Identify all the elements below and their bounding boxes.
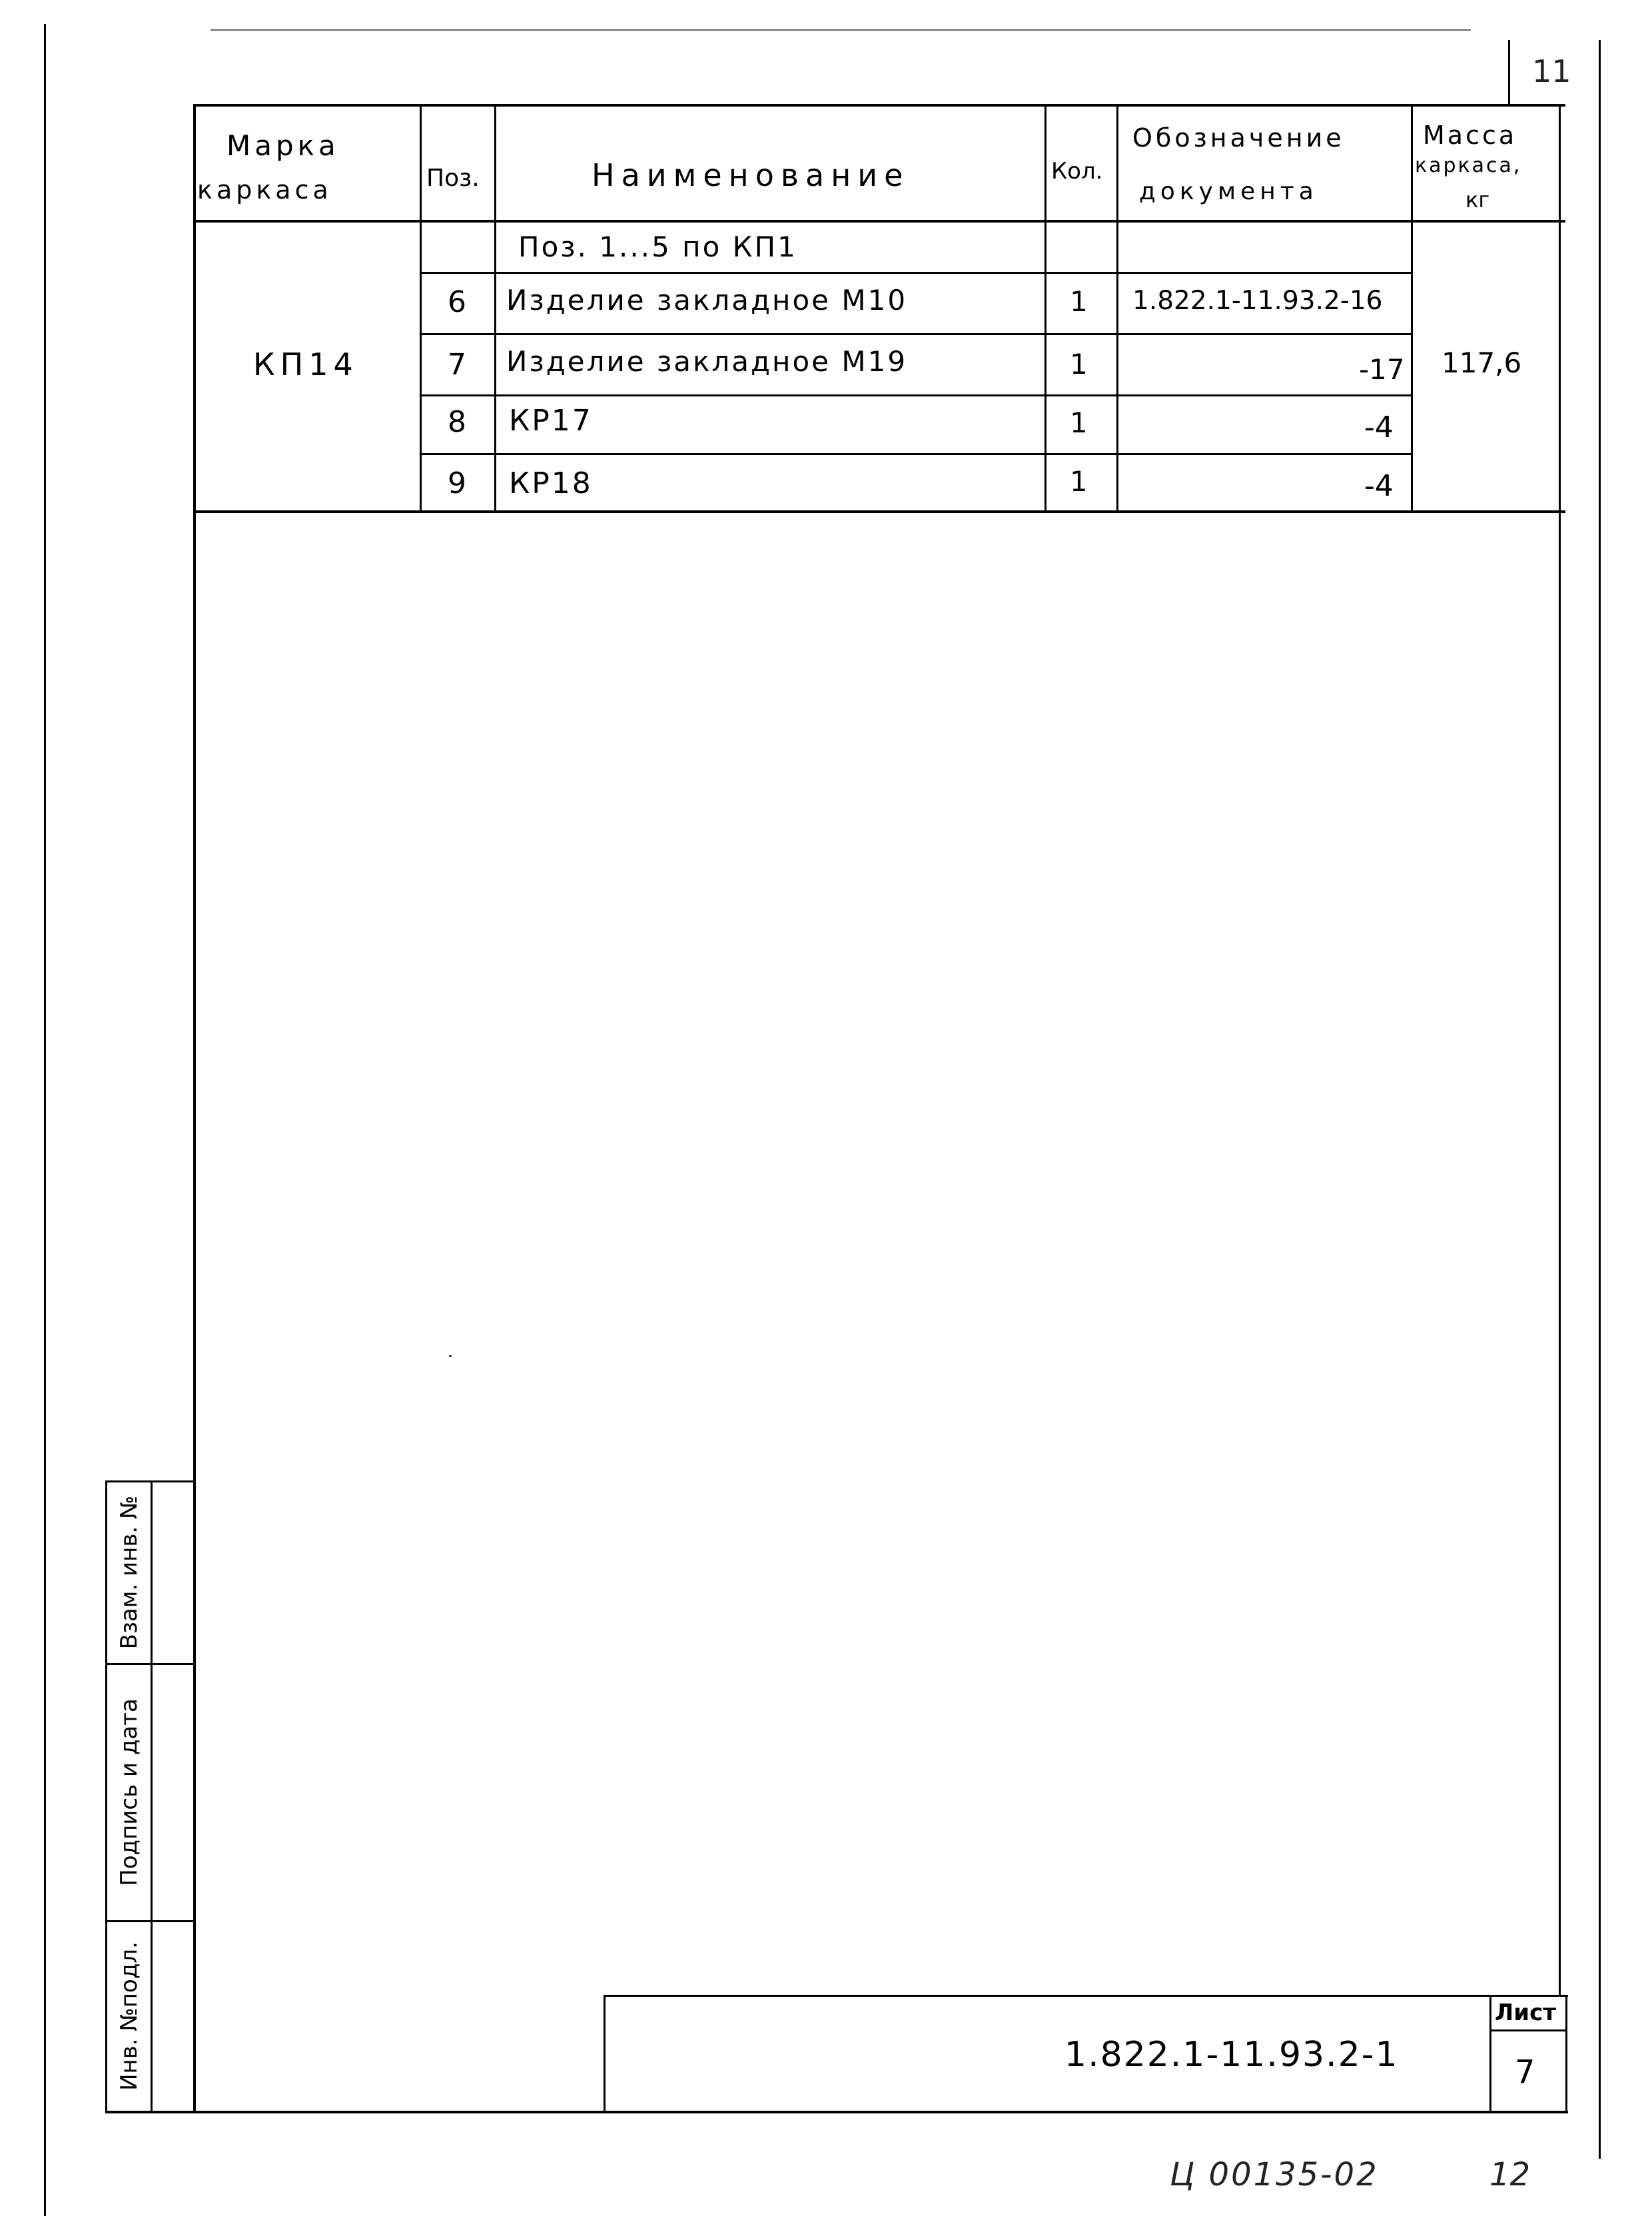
sheet-cell-right — [1565, 1995, 1567, 2112]
col-qty-line — [1044, 104, 1046, 512]
table-left-line — [193, 104, 196, 2113]
header-mass-line2: каркаса, — [1415, 154, 1522, 177]
row2-bottom-line — [420, 333, 1412, 335]
row-qty: 1 — [1070, 285, 1088, 318]
sheet-label: Лист — [1495, 1999, 1556, 2026]
row-qty: 1 — [1070, 348, 1088, 380]
row-name: Изделие закладное М10 — [506, 284, 908, 316]
sheet-number: 7 — [1515, 2053, 1535, 2091]
header-name: Наименование — [592, 157, 910, 193]
top-thin-line — [210, 29, 1471, 31]
row-name: Изделие закладное М19 — [506, 345, 908, 378]
col-pos-line — [420, 104, 422, 512]
side-stamp-inner-line — [151, 1480, 153, 2113]
row-pos: 8 — [448, 405, 466, 439]
archive-code: Ц 00135-02 — [1170, 2156, 1379, 2193]
row-pos: 7 — [448, 348, 466, 382]
row-qty: 1 — [1070, 406, 1088, 439]
col-mass-line — [1411, 104, 1413, 512]
row1-bottom-line — [420, 272, 1412, 274]
row3-bottom-line — [420, 394, 1412, 396]
row-name: КР17 — [509, 404, 593, 438]
row-qty: 1 — [1070, 465, 1088, 498]
side-vzam-inv-label: Взам. инв. № — [116, 1495, 143, 1650]
frame-mark-value: КП14 — [253, 346, 358, 382]
row-pos: 9 — [448, 466, 466, 500]
side-podpis-data-label: Подпись и дата — [116, 1698, 143, 1886]
row4-bottom-line — [420, 453, 1412, 455]
side-stamp-top — [105, 1480, 195, 1482]
row-doc: -4 — [1364, 469, 1394, 503]
sheet-cell-divider — [1489, 2029, 1567, 2031]
side-inv-podl-label: Инв. №подл. — [116, 1942, 143, 2091]
document-code: 1.822.1-11.93.2-1 — [1064, 2035, 1399, 2075]
page-box-left-line — [1508, 40, 1510, 104]
header-mass-line3: кг — [1465, 187, 1490, 213]
right-frame-line — [1599, 40, 1601, 2159]
title-block-top — [604, 1995, 1568, 1997]
header-mark-line1: Марка — [226, 129, 340, 162]
table-top-line — [193, 104, 1565, 107]
scan-dot — [449, 1355, 452, 1357]
side-stamp-div2 — [105, 1920, 195, 1922]
row-doc: 1.822.1-11.93.2-16 — [1132, 286, 1383, 316]
sheet-cell-left — [1489, 1995, 1491, 2112]
row-doc: -4 — [1364, 410, 1394, 444]
page-number-top: 11 — [1532, 53, 1571, 89]
side-stamp-bottom — [105, 2111, 1568, 2113]
header-doc-line1: Обозначение — [1132, 123, 1345, 153]
header-mass-line1: Масса — [1423, 121, 1517, 150]
col-name-line — [494, 104, 496, 512]
header-doc-line2: документа — [1139, 178, 1318, 205]
header-mark-line2: каркаса — [197, 175, 332, 205]
header-qty: Кол. — [1051, 158, 1103, 185]
side-stamp-outer-left — [105, 1480, 107, 2113]
header-pos: Поз. — [426, 165, 480, 192]
header-bottom-line — [193, 220, 1565, 223]
row-name: Поз. 1...5 по КП1 — [518, 231, 797, 263]
col-doc-line — [1116, 104, 1118, 512]
left-margin-line — [44, 24, 46, 2216]
table-right-line — [1559, 104, 1561, 1996]
side-stamp-div1 — [105, 1663, 195, 1665]
table-bottom-line — [193, 510, 1565, 513]
row-name: КР18 — [509, 466, 593, 500]
title-block-left — [604, 1995, 606, 2112]
row-doc: -17 — [1359, 353, 1405, 386]
frame-mass-value: 117,6 — [1442, 346, 1522, 379]
footer-page-number: 12 — [1489, 2156, 1531, 2193]
row-pos: 6 — [448, 285, 466, 319]
